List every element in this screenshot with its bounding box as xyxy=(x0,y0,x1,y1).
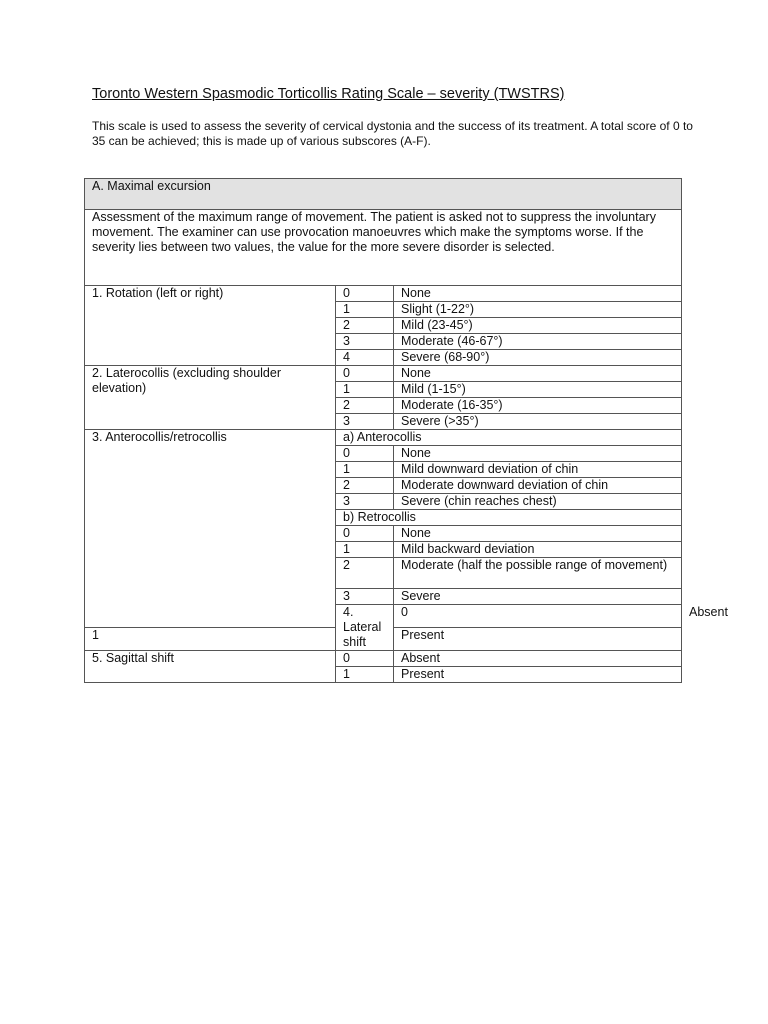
table-row xyxy=(85,366,682,382)
score-value: 0 xyxy=(394,605,682,628)
item-label-sagittal-shift: 5. Sagittal shift xyxy=(85,651,336,683)
score-description: Mild (1-15°) xyxy=(394,382,682,398)
score-description: Moderate (46-67°) xyxy=(394,334,682,350)
subheader-anterocollis: a) Anterocollis xyxy=(336,430,682,446)
score-description: None xyxy=(394,446,682,462)
score-value: 3 xyxy=(336,414,394,430)
document-title: Toronto Western Spasmodic Torticollis Rating Scale – severity (TWSTRS) xyxy=(92,86,565,102)
score-value: 1 xyxy=(336,667,394,683)
score-description: Slight (1-22°) xyxy=(394,302,682,318)
score-description: Severe (68-90°) xyxy=(394,350,682,366)
section-a-heading: A. Maximal excursion xyxy=(85,179,682,210)
score-value: 2 xyxy=(336,318,394,334)
score-value: 0 xyxy=(336,366,394,382)
score-description: Mild (23-45°) xyxy=(394,318,682,334)
score-description: None xyxy=(394,366,682,382)
score-value: 0 xyxy=(336,526,394,542)
score-value: 2 xyxy=(336,398,394,414)
score-value: 2 xyxy=(336,478,394,494)
score-value: 3 xyxy=(336,494,394,510)
item-label-anterocollis-retrocollis: 3. Anterocollis/retrocollis xyxy=(85,430,336,628)
score-value: 4 xyxy=(336,350,394,366)
score-description: Severe (chin reaches chest) xyxy=(394,494,682,510)
score-value: 1 xyxy=(336,462,394,478)
score-description: Moderate downward deviation of chin xyxy=(394,478,682,494)
document-intro: This scale is used to assess the severity of cervical dystonia and the success of its treatment. A total score of 0 to 35 can be achieved; this is made up of various subscores (A-F). xyxy=(92,119,693,148)
item-label-laterocollis: 2. Laterocollis (excluding shoulder elevation) xyxy=(85,366,336,430)
score-description: None xyxy=(394,526,682,542)
score-value: 3 xyxy=(336,334,394,350)
subheader-retrocollis: b) Retrocollis xyxy=(336,510,682,526)
score-description: Present xyxy=(394,667,682,683)
section-a-description-row xyxy=(85,210,682,286)
score-value: 0 xyxy=(336,446,394,462)
score-description: Mild backward deviation xyxy=(394,542,682,558)
score-description: Severe xyxy=(394,589,682,605)
section-a-description: Assessment of the maximum range of movement. The patient is asked not to suppress the involuntary movement. The examiner can use provocation manoeuvres which make the symptoms worse. If the severity lies between two values, the value for the more severe disorder is selected. xyxy=(85,210,682,286)
table-row xyxy=(85,651,682,667)
score-value: 1 xyxy=(85,628,336,651)
score-value: 3 xyxy=(336,589,394,605)
section-a-header-row xyxy=(85,179,682,210)
table-row xyxy=(85,286,682,302)
score-description: Present xyxy=(394,628,682,651)
score-description: Absent xyxy=(394,651,682,667)
table-row xyxy=(85,430,682,446)
score-value: 2 xyxy=(336,558,394,589)
table-row: 4. Lateral shift 0 Absent xyxy=(85,605,682,628)
item-label-rotation: 1. Rotation (left or right) xyxy=(85,286,336,366)
score-description: None xyxy=(394,286,682,302)
score-description: Severe (>35°) xyxy=(394,414,682,430)
score-description: Moderate (half the possible range of movement) xyxy=(394,558,682,589)
twstrs-severity-table xyxy=(84,178,728,683)
score-value: 1 xyxy=(336,382,394,398)
score-description: Mild downward deviation of chin xyxy=(394,462,682,478)
item-label-lateral-shift: 4. Lateral shift xyxy=(336,605,394,651)
score-value: 1 xyxy=(336,302,394,318)
score-value: 0 xyxy=(336,651,394,667)
score-value: 0 xyxy=(336,286,394,302)
score-value: 1 xyxy=(336,542,394,558)
score-description: Moderate (16-35°) xyxy=(394,398,682,414)
